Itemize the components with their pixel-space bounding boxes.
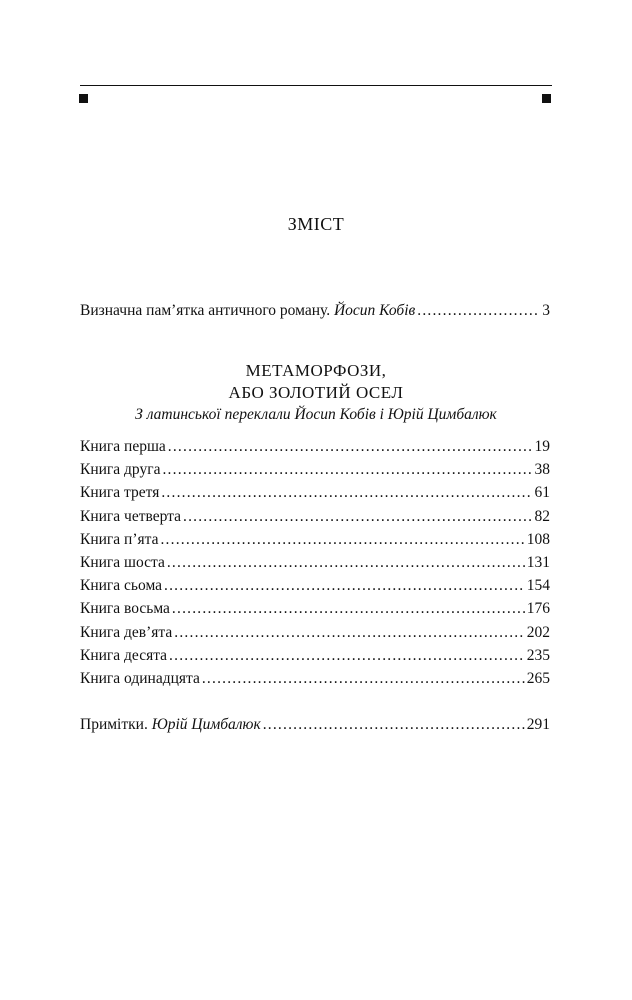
work-title-line1: МЕТАМОРФОЗИ, — [245, 361, 387, 380]
leader-dots — [169, 646, 525, 666]
book-label: Книга п’ята — [80, 530, 159, 548]
work-translators: З латинської переклали Йосип Кобів і Юрій Цимбалюк — [135, 406, 497, 423]
toc-entry-book — [80, 437, 550, 457]
toc-entry-book — [80, 483, 550, 503]
notes-author: Юрій Цимбалюк — [151, 716, 261, 733]
book-page: 61 — [534, 484, 550, 502]
book-label: Книга третя — [80, 484, 160, 502]
intro-author: Йосип Кобів — [333, 302, 416, 319]
work-heading — [0, 360, 632, 426]
toc-entry-notes — [80, 715, 550, 735]
toc-entry-book — [80, 460, 550, 480]
book-page: 19 — [534, 438, 550, 455]
book-page: 108 — [526, 530, 550, 548]
book-label: Книга десята — [80, 646, 168, 664]
leader-dots — [164, 576, 525, 596]
book-label: Книга одинадцята — [80, 670, 200, 687]
book-page: 131 — [526, 554, 550, 571]
toc-entry-intro — [80, 301, 550, 321]
intro-label: Визначна пам’ятка античного роману. — [80, 302, 331, 319]
left-square-marker-icon — [79, 94, 88, 103]
notes-page: 291 — [526, 716, 550, 733]
book-page: 202 — [526, 623, 550, 641]
toc-entry-book — [80, 576, 550, 596]
leader-dots — [174, 623, 524, 643]
leader-dots — [183, 507, 533, 527]
leader-dots — [168, 437, 533, 457]
book-page: 265 — [526, 670, 550, 687]
notes-label: Примітки. — [80, 716, 148, 733]
intro-page: 3 — [542, 302, 550, 319]
book-page: 38 — [534, 461, 550, 479]
book-label: Книга шоста — [80, 554, 165, 571]
book-label: Книга восьма — [80, 600, 170, 618]
toc-entry-book — [80, 623, 550, 643]
toc-entry-book — [80, 553, 550, 573]
leader-dots — [172, 599, 525, 619]
header-rule — [80, 85, 552, 86]
book-page: 235 — [526, 646, 550, 664]
leader-dots — [160, 530, 524, 550]
leader-dots — [162, 460, 532, 480]
right-square-marker-icon — [542, 94, 551, 103]
toc-entry-book — [80, 669, 550, 689]
toc-title: ЗМІСТ — [287, 214, 345, 234]
work-title-line2: АБО ЗОЛОТИЙ ОСЕЛ — [228, 383, 404, 402]
leader-dots — [161, 483, 532, 503]
leader-dots — [167, 553, 525, 573]
book-label: Книга перша — [80, 438, 166, 455]
book-label: Книга четверта — [80, 507, 181, 525]
book-page: 154 — [526, 577, 550, 595]
book-page: 82 — [534, 507, 550, 525]
toc-entry-book — [80, 507, 550, 527]
leader-dots — [202, 669, 525, 689]
toc-entry-book — [80, 530, 550, 550]
book-label: Книга друга — [80, 461, 161, 479]
toc-entry-book — [80, 599, 550, 619]
book-page: 176 — [526, 600, 550, 618]
leader-dots — [417, 301, 540, 321]
leader-dots — [263, 715, 525, 735]
toc-entry-book — [80, 646, 550, 666]
book-label: Книга сьома — [80, 577, 163, 595]
book-label: Книга дев’ята — [80, 623, 173, 641]
